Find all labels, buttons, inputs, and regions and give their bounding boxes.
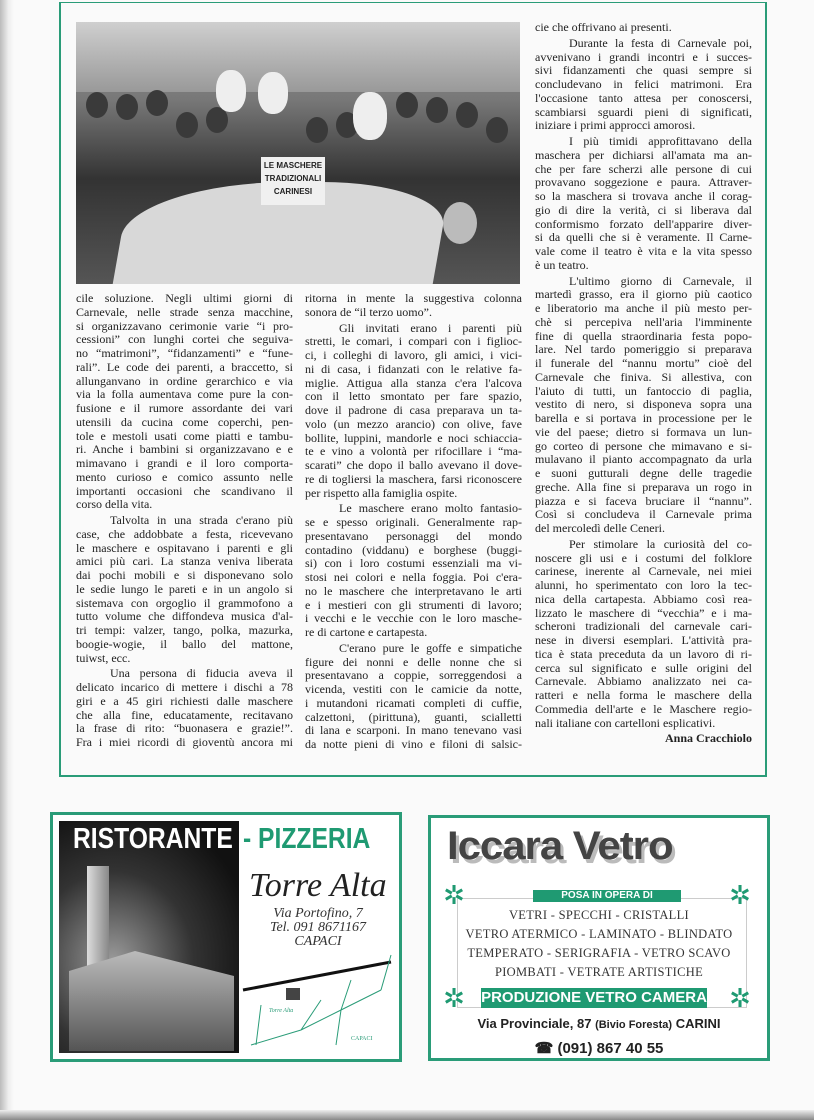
glass-address: Via Provinciale, 87 (Bivio Foresta) CARINI xyxy=(477,1016,721,1031)
ad-iccara-vetro xyxy=(428,815,770,1061)
article-paragraph xyxy=(305,292,522,320)
text-line: piazza e si faceva bruciare il “nannu”. xyxy=(535,494,752,508)
text-line: stretti, le comari, i compari con i figlioc- xyxy=(305,335,522,349)
text-line: lare. Nel tardo pomeriggio si preparava xyxy=(535,343,752,357)
photo-sign: LE MASCHERE TRADIZIONALI CARINESI xyxy=(261,157,325,205)
text-line: si organizzavano cerimonie varie “i pro- xyxy=(76,319,293,333)
text-line: l'aiuto di tutti, un fantoccio di paglia, xyxy=(535,384,752,398)
text-line: utensili da cucina come coperchi, pen- xyxy=(76,415,293,429)
text-line: martedì grasso, era il giorno più caotico xyxy=(535,288,752,302)
article-paragraph xyxy=(305,322,522,501)
text-line: sivi fidanzamenti che quasi sempre si xyxy=(535,64,752,78)
text-line: Fra i miei ricordi di gioventù ancora mi xyxy=(76,736,293,749)
text-line: per rispetto alla famiglia ospite. xyxy=(305,486,458,500)
text-line: tuiwst, ecc. xyxy=(76,651,131,665)
ad-ristorante-torre-alta xyxy=(50,812,402,1062)
text-line: il funerale del “nannu mortu” cioè del xyxy=(535,357,752,370)
text-line: Carnevale che finiva. Si allestiva, con xyxy=(535,370,752,384)
text-line: maschera per dichiarsi all'amata ma an- xyxy=(535,148,752,162)
text-line: Durante la festa di Carnevale poi, xyxy=(569,36,752,50)
text-line: che alla fine, educatamente, recitavano xyxy=(76,708,293,722)
article-paragraph xyxy=(76,292,293,512)
text-line: tica è stata preceduta da un lavoro di ri- xyxy=(535,647,752,661)
author-signature: Anna Cracchiolo xyxy=(665,731,752,746)
text-line: miglie. Attigua alla stanza c'era l'alcova xyxy=(305,376,522,390)
text-line: è un teatro. xyxy=(535,258,589,272)
text-line: e i mestieri con gli strumenti di lavoro; xyxy=(305,598,522,612)
text-line: barella e si portava in processione per le xyxy=(535,412,752,425)
text-line: da notte pieni di vino e filoni di salsic- xyxy=(305,738,522,751)
article-paragraph xyxy=(76,667,293,750)
text-line: go corteo di persone che mimavano e si- xyxy=(535,439,752,453)
text-line: importanti occasioni che scandivano il xyxy=(76,484,293,498)
service-line: VETRI - SPECCHI - CRISTALLI xyxy=(508,908,689,922)
text-line: boogie-wogie, il ballo del mattone, xyxy=(76,637,293,651)
ad-title-pizzeria: - PIZZERIA xyxy=(243,823,371,855)
text-line: iniziare i primi approcci amorosi. xyxy=(535,119,696,133)
brand-logo: Iccara Vetro xyxy=(447,824,673,868)
text-line: ri. Anche i bambini si organizzavano e e xyxy=(76,443,293,457)
text-line: re di cartone e cartapesta. xyxy=(305,626,428,639)
article-paragraph xyxy=(76,514,293,665)
text-line: nese in diversi esemplari. L'attività pra- xyxy=(535,634,752,647)
text-line: delicato incarico di mettere i dischi a 78 xyxy=(76,681,293,694)
location-map xyxy=(241,950,396,1055)
text-line: mulavano il pianto accompagnato da urla xyxy=(535,453,752,467)
article-paragraph xyxy=(535,37,752,133)
text-line: conformismo forzato dell'apparire diver- xyxy=(535,217,752,231)
text-line: figure dei nonni e delle nonne che si xyxy=(305,655,522,669)
text-line: dai pochi mobili e si disponevano solo xyxy=(76,569,293,582)
pinwheel-icon: ✲ xyxy=(729,984,751,1013)
text-line: del mercoledì delle Ceneri. xyxy=(535,522,665,535)
text-line: le maschere e ospitavano i parenti e gli xyxy=(76,541,293,555)
article-paragraph xyxy=(305,642,522,752)
text-line: se e spesso originali. Generalmente rap- xyxy=(305,516,522,529)
text-line: Carnevale, nelle strade senza macchine, xyxy=(76,305,293,319)
text-line: no “matrimoni”, “fidanzamenti” e “fune- xyxy=(76,347,293,360)
scan-bottom-edge xyxy=(0,1110,814,1120)
text-line: sistemava con orgoglio il grammofono a xyxy=(76,596,293,610)
text-line: mento curioso e comico assunto nelle xyxy=(76,470,293,484)
mask-shape xyxy=(258,72,288,114)
text-line: si) con i loro costumi essenziali ma vi- xyxy=(305,557,522,571)
text-line: re di togliersi la maschera, farsi riconoscere xyxy=(305,472,522,486)
text-line: C'erano pure le goffe e simpatiche xyxy=(339,641,522,655)
mask-shape xyxy=(353,92,387,140)
text-line: vale come il teatro è vita e la vita spesso xyxy=(535,245,752,258)
text-line: provavano soggezione e paura. Attraver- xyxy=(535,176,752,190)
text-line: ci, i colleghi di lavoro, gli amici, i vici- xyxy=(305,349,522,362)
text-line: case, che addobbate a festa, ricevevano xyxy=(76,527,293,541)
text-line: te e vino a volontà per rifocillare i “ma- xyxy=(305,445,522,459)
article-paragraph xyxy=(535,275,752,536)
text-line: nica della cartapesta. Abbiamo così rea- xyxy=(535,592,752,606)
text-line: scarati” che dopo il ballo avevano il dove- xyxy=(305,459,522,472)
text-line: Carnevale. Abbiamo analizzato nei ca- xyxy=(535,675,752,689)
text-line: si da quelli che si è veramente. Il Carne- xyxy=(535,231,752,245)
text-line: volo (un mezzo arancio) con olive, fave xyxy=(305,417,522,431)
article-paragraph xyxy=(535,135,752,273)
text-line: via la folla aumentava come pure la con- xyxy=(76,388,293,402)
scan-edge xyxy=(0,0,14,1120)
text-line: sonora de “il terzo uomo”. xyxy=(305,305,432,319)
text-line: vie del paese; dietro si formava un lun- xyxy=(535,425,752,439)
article-paragraph xyxy=(305,502,522,640)
text-line: no le maschere che interpretavano le arti xyxy=(305,584,522,598)
article-photo xyxy=(76,22,520,284)
text-line: greche. Alla fine si preparava un rogo in xyxy=(535,480,752,494)
pinwheel-icon: ✲ xyxy=(443,984,465,1013)
service-line: VETRO ATERMICO - LAMINATO - BLINDATO xyxy=(465,927,733,941)
text-line: allunganvano in ordine gerarchico e via xyxy=(76,374,293,388)
text-line: Per stimolare la curiosità del co- xyxy=(569,537,752,551)
text-line: noscere gli usi e i costumi del folklore xyxy=(535,551,752,565)
text-line: tole e mestoli usati come piatti e tambu- xyxy=(76,429,293,443)
article-column-3 xyxy=(535,21,752,746)
pinwheel-icon: ✲ xyxy=(443,881,465,910)
text-line: mimavano i grandi e il loro comporta- xyxy=(76,457,293,470)
text-line: Talvolta in una strada c'erano più xyxy=(110,514,293,527)
text-line: cerca sul significato e sulle origini del xyxy=(535,661,752,675)
text-line: stosi nei colori e nella foggia. Poi c'era- xyxy=(305,571,522,584)
text-line: so la maschera si trovava anche il corag- xyxy=(535,190,752,203)
text-line: cessioni” con lunghi cortei che seguiva- xyxy=(76,333,293,347)
text-line: presentavano a coppie, sorreggendosi a xyxy=(305,669,522,683)
posa-banner: POSA IN OPERA DI xyxy=(533,890,681,902)
text-line: dove il padrone di casa preparava un ta- xyxy=(305,404,522,417)
text-line: lizzato le maschere di “vecchia” e i ma- xyxy=(535,606,752,620)
text-line: cile soluzione. Negli ultimi giorni di xyxy=(76,292,293,305)
text-line: le sedie lungo le pareti e in un angolo si xyxy=(76,582,293,596)
restaurant-name: Torre Alta xyxy=(249,867,387,904)
glass-phone: ☎ (091) 867 40 55 xyxy=(534,1040,664,1057)
text-line: contadino (viddanu) e borghese (buggi- xyxy=(305,543,522,557)
text-line: calzettoni, (pirittuna), guanti, scialletti xyxy=(305,710,522,724)
text-line: ritorna in mente la suggestiva colonna xyxy=(305,292,522,305)
text-line: vicenda, vestiti con le camicie da notte, xyxy=(305,683,522,696)
text-line: fusione e il rumore assordante dei vari xyxy=(76,402,293,415)
text-line: chè si percepiva nell'aria l'imminente xyxy=(535,315,752,329)
text-line: Gli invitati erano i parenti più xyxy=(339,321,522,335)
article-paragraph xyxy=(535,21,752,35)
text-line: ratteri e nella forma le maschere della xyxy=(535,689,752,702)
production-banner: PRODUZIONE VETRO CAMERA xyxy=(481,989,707,1006)
telephone-icon: ☎ xyxy=(534,1040,554,1057)
text-line: alunni, ho sperimentato con loro la tec- xyxy=(535,579,752,592)
svg-text:Torre Alta: Torre Alta xyxy=(269,1008,294,1014)
text-line: giri e a 45 giri richiesti dalle maschere xyxy=(76,694,293,708)
text-line: Una persona di fiducia aveva il xyxy=(110,667,293,681)
text-line: con il letto smontato per fare spazio, xyxy=(305,390,522,404)
text-line: e liberatorio ma anche il più mesto per- xyxy=(535,302,752,315)
text-line: L'ultimo giorno di Carnevale, il xyxy=(569,274,752,288)
text-line: la frase di rito: “buonasera e grazie!”. xyxy=(76,722,293,736)
text-line: e suoni gutturali degne delle tragedie xyxy=(535,467,752,480)
text-line: scambiarsi sguardi pieni di significati, xyxy=(535,105,752,119)
text-line: vestito di nero, si disponeva sopra una xyxy=(535,398,752,412)
text-line: nali italiane con cartelloni esplicativi. xyxy=(535,716,716,730)
text-line: tutto volume che diffondeva musica d'al- xyxy=(76,610,293,624)
pinwheel-icon: ✲ xyxy=(729,881,751,910)
text-line: scheroni tradizionali del carnevale cari- xyxy=(535,620,752,634)
text-line: presentavano personaggi del mondo xyxy=(305,529,522,543)
text-line: corso della vita. xyxy=(76,498,153,512)
text-line: tri tempi: valzer, tango, polka, mazurka, xyxy=(76,624,293,637)
article-column-1 xyxy=(76,292,293,752)
text-line: Commedia dell'arte e le Maschere regio- xyxy=(535,702,752,716)
service-line: TEMPERATO - SERIGRAFIA - VETRO SCAVO xyxy=(467,946,731,960)
text-line: Le maschere erano molto fantasio- xyxy=(339,502,522,516)
text-line: amici più cari. La stanza veniva liberata xyxy=(76,555,293,569)
text-line: Così si concludeva il Carnevale prima xyxy=(535,508,752,522)
text-line: carinese, inerente al Carnevale, nei miei xyxy=(535,565,752,579)
text-line: fine di quella straordinaria festa popo- xyxy=(535,329,752,343)
svg-text:CAPACI: CAPACI xyxy=(351,1036,373,1042)
restaurant-address: Via Portofino, 7 Tel. 091 8671167 CAPACI xyxy=(269,906,367,949)
article-column-2 xyxy=(305,292,522,754)
text-line: l'occasione tanto attesa per conoscersi, xyxy=(535,91,752,105)
mask-shape xyxy=(216,70,246,112)
text-line: gio di dire la verità, ci si liberava dal xyxy=(535,203,752,217)
text-line: che per fare scherzi alle persone di cui xyxy=(535,162,752,176)
text-line: rali”. Le code dei parenti, a braccetto, si xyxy=(76,360,293,374)
text-line: i vecchi e le vecchie con le loro masche- xyxy=(305,612,522,626)
text-line: bollite, luppini, mandorle e noci schiaccia- xyxy=(305,431,522,445)
text-line: avvenivano i grandi incontri e i succes- xyxy=(535,50,752,64)
text-line: cie che offrivano ai presenti. xyxy=(535,21,672,34)
text-line: ni di casa, i fidanzati con le relative fa- xyxy=(305,362,522,376)
text-line: i mutandoni ricamati completi di cuffie, xyxy=(305,696,522,710)
text-line: concludevano in felici matrimoni. Era xyxy=(535,78,752,91)
ad-title-ristorante: RISTORANTE xyxy=(73,823,233,855)
text-line: di lana e scarponi. In mano tenevano vasi xyxy=(305,724,522,738)
article-paragraph xyxy=(535,538,752,731)
text-line: I più timidi approfittavano della xyxy=(569,135,752,148)
service-line: PIOMBATI - VETRATE ARTISTICHE xyxy=(494,965,704,979)
